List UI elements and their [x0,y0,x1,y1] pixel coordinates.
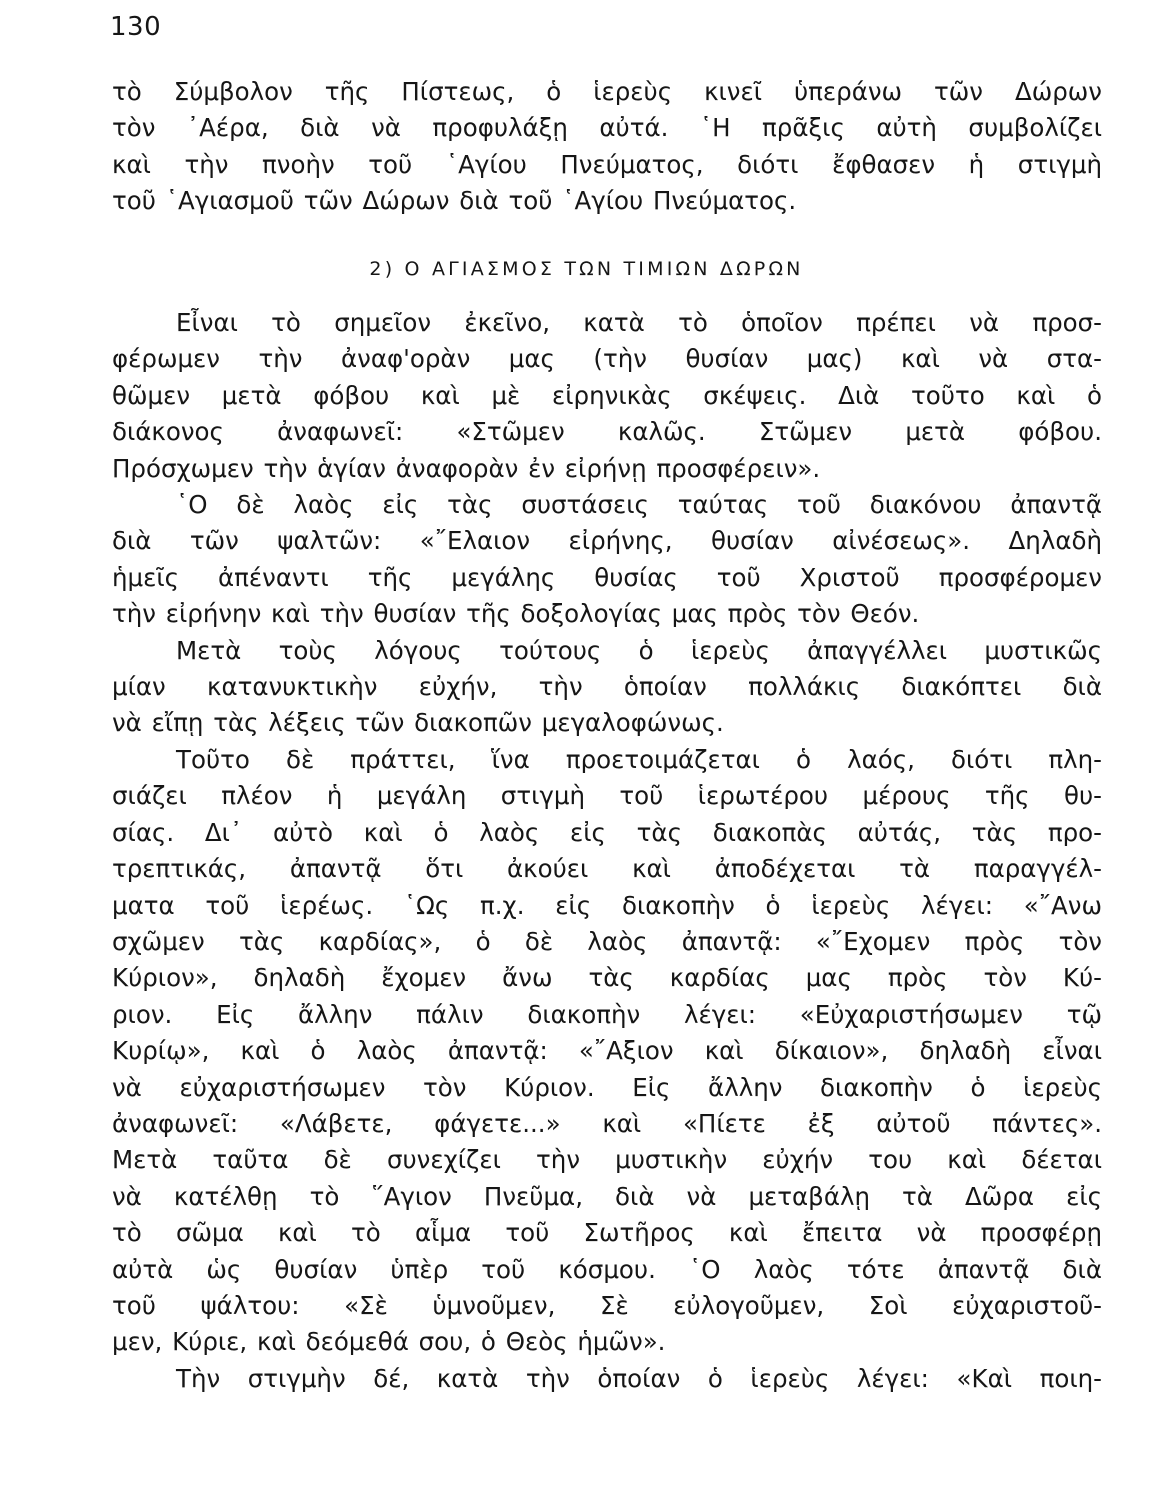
text-line: τὸ Σύμβολον τῆς Πίστεως, ὁ ἱερεὺς κινεῖ ὑπεράνω τῶν Δώρων [112,77,1102,106]
text-line: διὰ τῶν ψαλτῶν: «῎Ελαιον εἰρήνης, θυσίαν αἰνέσεως». Δηλαδὴ [112,526,1102,556]
text-line: καὶ τὴν πνοὴν τοῦ ῾Αγίου Πνεύματος, διότι ἔφθασεν ἡ στιγμὴ [112,149,1102,179]
text-line: μίαν κατανυκτικὴν εὐχήν, τὴν ὁποίαν πολλάκις διακόπτει διὰ [112,672,1102,702]
text-line: νὰ εὐχαριστήσωμεν τὸν Κύριον. Εἰς ἄλλην διακοπὴν ὁ ἱερεὺς [112,1072,1102,1102]
text-line: αὐτὰ ὡς θυσίαν ὑπὲρ τοῦ κόσμου. ῾Ο λαὸς τότε ἀπαντᾷ διὰ [112,1254,1102,1284]
text-line: τρεπτικάς, ἀπαντᾷ ὅτι ἀκούει καὶ ἀποδέχεται τὰ παραγγέλ- [112,854,1102,884]
text-line: Τὴν στιγμὴν δέ, κατὰ τὴν ὁποίαν ὁ ἱερεὺς λέγει: «Καὶ ποιη- [176,1363,1102,1393]
text-line: Κυρίῳ», καὶ ὁ λαὸς ἀπαντᾷ: «῎Αξιον καὶ δίκαιον», δηλαδὴ εἶναι [112,1036,1102,1066]
text-line: νὰ εἴπῃ τὰς λέξεις τῶν διακοπῶν μεγαλοφώνως. [112,708,724,738]
text-line: τὴν εἰρήνην καὶ τὴν θυσίαν τῆς δοξολογίας μας πρὸς τὸν Θεόν. [112,599,920,629]
text-line: διάκονος ἀναφωνεῖ: «Στῶμεν καλῶς. Στῶμεν μετὰ φόβου. [112,417,1102,447]
text-line: σχῶμεν τὰς καρδίας», ὁ δὲ λαὸς ἀπαντᾷ: «῎Εχομεν πρὸς τὸν [112,926,1102,956]
text-line: τὸ σῶμα καὶ τὸ αἷμα τοῦ Σωτῆρος καὶ ἔπειτα νὰ προσφέρῃ [112,1218,1102,1248]
page-number: 130 [110,12,162,42]
text-line: Τοῦτο δὲ πράττει, ἵνα προετοιμάζεται ὁ λαός, διότι πλη- [176,744,1102,774]
text-line: τοῦ ῾Αγιασμοῦ τῶν Δώρων διὰ τοῦ ῾Αγίου Πνεύματος. [112,186,797,216]
text-line: ριον. Εἰς ἄλλην πάλιν διακοπὴν λέγει: «Εὐχαριστήσωμεν τῷ [112,999,1102,1029]
section-heading: 2) Ο ΑΓΙΑΣΜΟΣ ΤΩΝ ΤΙΜΙΩΝ ΔΩΡΩΝ [369,258,804,280]
text-line: νὰ κατέλθῃ τὸ ῞Αγιον Πνεῦμα, διὰ νὰ μεταβάλῃ τὰ Δῶρα εἰς [112,1181,1102,1211]
intro-paragraph [112,74,1102,220]
text-line: σιάζει πλέον ἡ μεγάλη στιγμὴ τοῦ ἱερωτέρου μέρους τῆς θυ- [112,781,1102,811]
text-line: μεν, Κύριε, καὶ δεόμεθά σου, ὁ Θεὸς ἡμῶν». [112,1327,666,1357]
text-line: Πρόσχωμεν τὴν ἁγίαν ἀναφορὰν ἐν εἰρήνῃ προσφέρειν». [112,453,821,483]
text-line: Κύριον», δηλαδὴ ἔχομεν ἄνω τὰς καρδίας μας πρὸς τὸν Κύ- [112,963,1102,993]
text-line: ματα τοῦ ἱερέως. ῾Ως π.χ. εἰς διακοπὴν ὁ ἱερεὺς λέγει: «῎Ανω [112,890,1102,920]
text-line: ἀναφωνεῖ: «Λάβετε, φάγετε...» καὶ «Πίετε ἐξ αὐτοῦ πάντες». [112,1108,1102,1138]
text-line: Μετὰ ταῦτα δὲ συνεχίζει τὴν μυστικὴν εὐχήν του καὶ δέεται [112,1145,1102,1175]
text-line: ἡμεῖς ἀπέναντι τῆς μεγάλης θυσίας τοῦ Χριστοῦ προσφέρομεν [112,562,1102,592]
text-line: θῶμεν μετὰ φόβου καὶ μὲ εἰρηνικὰς σκέψεις. Διὰ τοῦτο καὶ ὁ [112,380,1102,410]
text-line: τὸν ᾿Αέρα, διὰ νὰ προφυλάξῃ αὐτά. ῾Η πρᾶξις αὐτὴ συμβολίζει [112,113,1102,143]
text-line: τοῦ ψάλτου: «Σὲ ὑμνοῦμεν, Σὲ εὐλογοῦμεν, Σοὶ εὐχαριστοῦ- [112,1290,1102,1320]
text-line: σίας. Δι᾿ αὐτὸ καὶ ὁ λαὸς εἰς τὰς διακοπὰς αὐτάς, τὰς προ- [112,817,1102,847]
text-line: φέρωμεν τὴν ἀναφ'ορὰν μας (τὴν θυσίαν μας) καὶ νὰ στα- [112,344,1102,374]
text-line: Εἶναι τὸ σημεῖον ἐκεῖνο, κατὰ τὸ ὁποῖον πρέπει νὰ προσ- [176,308,1102,337]
body-text [112,305,1102,1397]
text-line: ῾Ο δὲ λαὸς εἰς τὰς συστάσεις ταύτας τοῦ διακόνου ἀπαντᾷ [176,490,1102,520]
text-line: Μετὰ τοὺς λόγους τούτους ὁ ἱερεὺς ἀπαγγέλλει μυστικῶς [176,635,1102,665]
